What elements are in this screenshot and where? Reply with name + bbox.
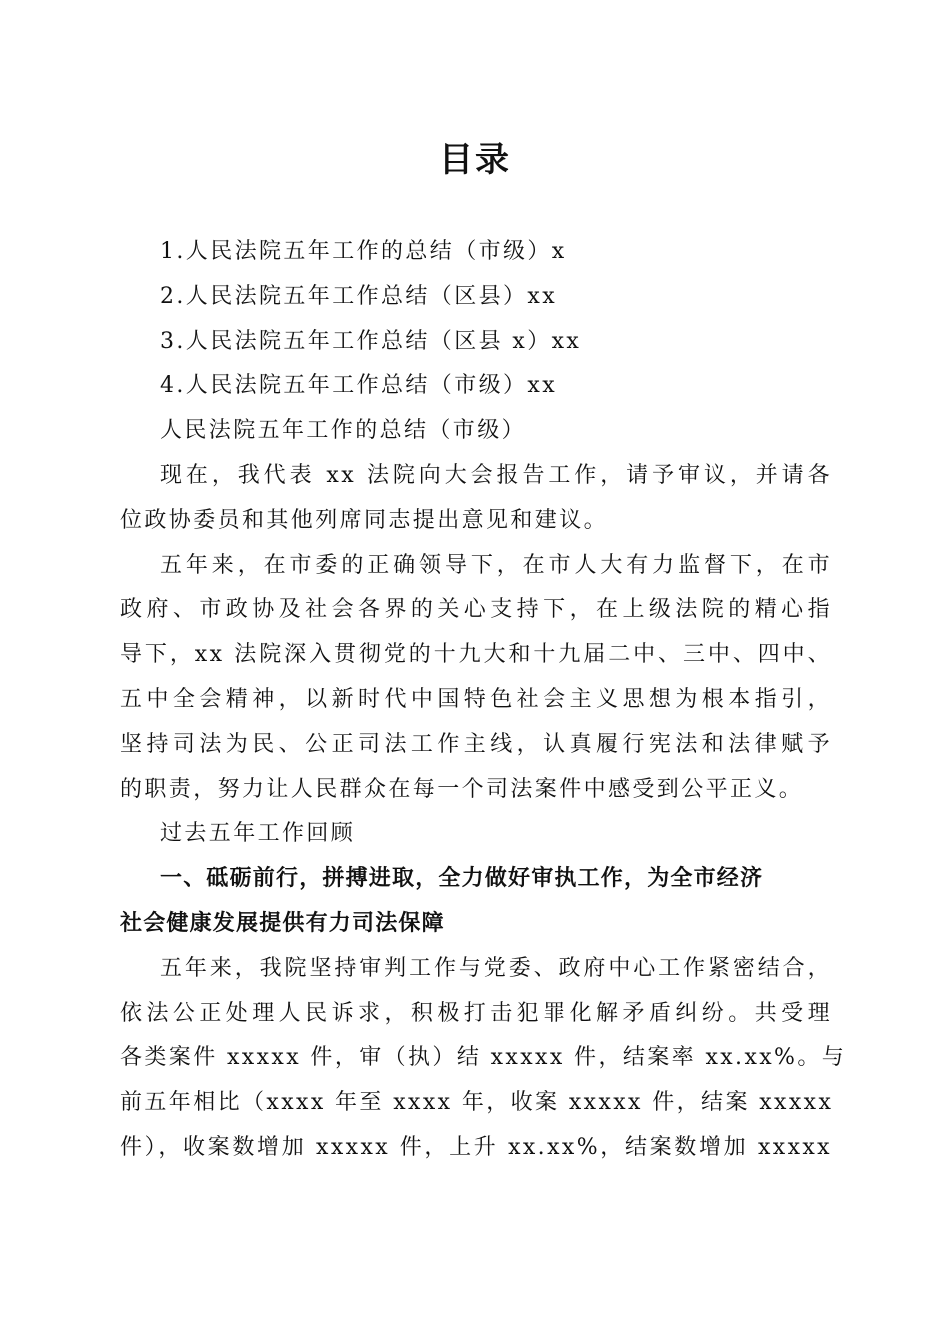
document-body (120, 230, 847, 1171)
paragraph-line: 的职责，努力让人民群众在每一个司法案件中感受到公平正义。 (120, 776, 804, 802)
paragraph-line: 前五年相比（xxxx 年至 xxxx 年，收案 xxxxx 件，结案 xxxxx (120, 1090, 834, 1116)
heading-line: 社会健康发展提供有力司法保障 (120, 910, 445, 936)
paragraph-line: 政府、市政协及社会各界的关心支持下，在上级法院的精心指 (120, 597, 832, 623)
section-label: 过去五年工作回顾 (160, 821, 356, 847)
paragraph-line: 导下，xx 法院深入贯彻党的十九大和十九届二中、三中、四中、 (120, 642, 832, 668)
paragraph-line: 位政协委员和其他列席同志提出意见和建议。 (120, 507, 609, 533)
toc-item[interactable]: 2.人民法院五年工作总结（区县）xx (160, 283, 558, 309)
paragraph-line: 依法公正处理人民诉求，积极打击犯罪化解矛盾纠纷。共受理 (120, 1000, 832, 1026)
document-subtitle: 人民法院五年工作的总结（市级） (160, 418, 527, 444)
heading-line: 一、砥砺前行，拼搏进取，全力做好审执工作，为全市经济 (160, 866, 764, 892)
paragraph-line: 五中全会精神，以新时代中国特色社会主义思想为根本指引， (120, 686, 832, 712)
paragraph-line: 件），收案数增加 xxxxx 件，上升 xx.xx%，结案数增加 xxxxx (120, 1134, 832, 1160)
paragraph-intro (120, 454, 832, 544)
paragraph-cases (120, 947, 847, 1171)
toc-item[interactable]: 4.人民法院五年工作总结（市级）xx (160, 373, 558, 399)
toc-item[interactable]: 1.人民法院五年工作的总结（市级）x (160, 239, 567, 264)
paragraph-line: 现在，我代表 xx 法院向大会报告工作，请予审议，并请各 (160, 462, 832, 488)
paragraph-line: 五年来，在市委的正确领导下，在市人大有力监督下，在市 (160, 552, 832, 578)
paragraph-overview (120, 544, 832, 813)
paragraph-line: 坚持司法为民、公正司法工作主线，认真履行宪法和法律赋予 (120, 731, 832, 757)
page-title: 目录 (439, 140, 511, 180)
toc-item[interactable]: 3.人民法院五年工作总结（区县 x）xx (160, 328, 582, 354)
section-heading (120, 857, 832, 947)
paragraph-line: 五年来，我院坚持审判工作与党委、政府中心工作紧密结合， (160, 955, 832, 981)
table-of-contents (120, 230, 832, 409)
paragraph-line: 各类案件 xxxxx 件，审（执）结 xxxxx 件，结案率 xx.xx%。与 (120, 1045, 847, 1071)
